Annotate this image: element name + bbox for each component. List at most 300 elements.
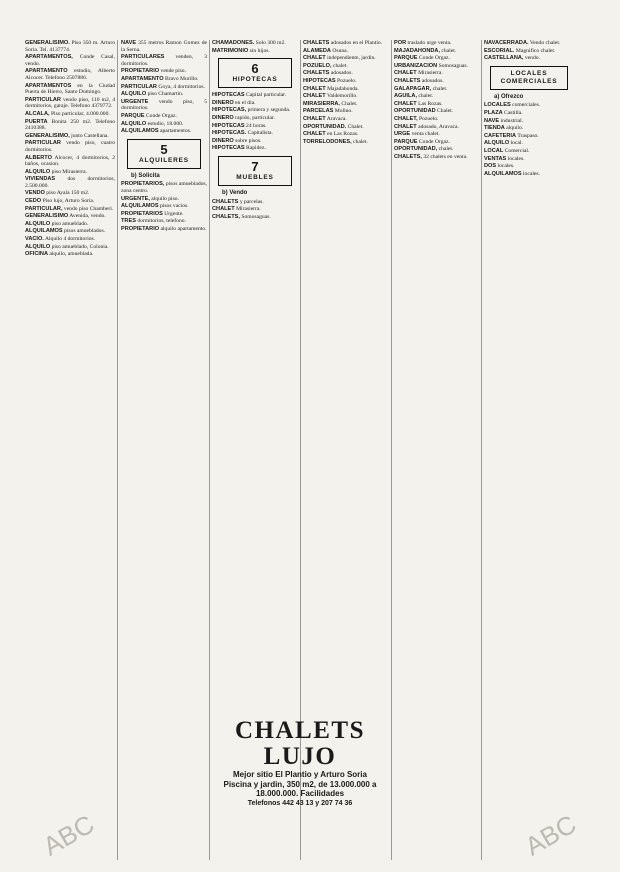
ad-body: en la Ciudad Puerta de Hierro, Santo Domingo. <box>25 82 115 96</box>
classified-ad <box>303 131 389 138</box>
classified-ad <box>394 101 479 108</box>
classified-ad <box>25 111 115 118</box>
ad-column-6 <box>484 40 574 860</box>
classified-ad <box>121 121 207 128</box>
ad-heading: APARTAMENTO <box>121 75 164 82</box>
classified-ad <box>25 244 115 251</box>
ad-heading: PARTICULAR, <box>25 205 63 212</box>
section-header-hipotecas <box>218 58 292 88</box>
ad-body: Chalet. <box>339 100 358 107</box>
ad-body: vendo piso, 110 m2, 4 dormitorios, garaje. Telefono 4379772. <box>25 96 115 110</box>
ad-body: Conde Orgaz. <box>417 55 450 62</box>
classified-ad <box>394 146 479 153</box>
ad-body: alquilo piso. <box>149 195 179 202</box>
ad-body: Capitalista. <box>246 130 273 137</box>
classified-ad <box>484 118 574 125</box>
ad-heading: MAJADAHONDA, <box>394 47 440 54</box>
ad-body: alquilo. <box>504 125 524 132</box>
classified-ad <box>484 110 574 117</box>
ad-body: Valdemorillo. <box>325 93 358 100</box>
ad-body: Bravo Murillo. <box>163 75 199 82</box>
classified-ad <box>121 226 207 233</box>
classified-ad <box>25 198 115 205</box>
ad-body: Conde Casal, vendo. <box>25 54 115 67</box>
ad-body: Osuna. <box>330 47 349 54</box>
classified-ad <box>394 131 479 138</box>
ad-body: piso Ayala 150 m2. <box>44 190 90 197</box>
classified-ad <box>303 63 389 70</box>
section-header-muebles <box>218 156 292 186</box>
ad-column-1 <box>25 40 115 860</box>
classified-ad <box>25 169 115 176</box>
classified-ad <box>303 40 389 47</box>
ad-body: adosados en el Plantio. <box>329 40 383 46</box>
ad-body: en el dia. <box>233 99 256 106</box>
classified-ad <box>121 91 207 98</box>
ad-heading: CHALET <box>303 85 326 92</box>
classified-ad <box>121 84 207 91</box>
ad-body: Mirasierra. <box>234 206 261 213</box>
ad-heading: ALQUILO <box>25 243 51 250</box>
ad-heading: HIPOTECAS <box>303 77 336 84</box>
section-label: LOCALES <box>510 69 548 77</box>
ad-heading: CHALETS <box>303 70 330 77</box>
ad-heading: DINERO <box>212 137 234 144</box>
ad-heading: HIPOTECAS <box>212 145 245 152</box>
ad-column-2 <box>121 40 207 860</box>
ad-body: chalet. <box>440 47 457 54</box>
classified-ad <box>303 116 389 123</box>
ad-heading: PARTICULAR <box>25 140 61 147</box>
classified-ad <box>484 140 574 147</box>
ad-body: Alquilo 4 dormitorios. <box>43 236 96 243</box>
ad-heading: CHALET <box>394 100 417 107</box>
ad-heading: GALAPAGAR, <box>394 85 432 92</box>
ad-heading: POZUELO, <box>303 62 332 69</box>
section-label: MUEBLES <box>236 173 274 181</box>
ad-body: chalet. <box>331 62 348 69</box>
classified-ad <box>25 140 115 153</box>
ad-body: dos dormitorios, 2.500.000. <box>25 176 115 189</box>
classified-ad <box>303 78 389 85</box>
ad-body: Urgente. <box>162 210 184 217</box>
ad-heading: CHALET <box>394 123 417 130</box>
ad-heading: TIENDA <box>484 125 505 132</box>
classified-ad <box>212 100 298 107</box>
ad-body: Vendo chalet. <box>528 40 561 46</box>
ad-heading: CHALETS <box>394 77 421 84</box>
ad-heading: OPORTUNIDAD, <box>394 146 438 153</box>
ad-heading: MATRIMONIO <box>212 47 249 54</box>
classified-ad <box>394 116 479 123</box>
classified-ad <box>394 55 479 62</box>
ad-body: industrial. <box>499 117 524 124</box>
classified-ad <box>25 190 115 197</box>
ad-body: Traspaso. <box>516 132 539 139</box>
ad-heading: ALQUILAMOS <box>121 203 159 210</box>
ad-body: chalet. <box>417 93 434 100</box>
ad-body: Majadahonda. <box>325 85 359 92</box>
ad-body: Molino. <box>333 108 353 115</box>
classified-ad <box>25 133 115 140</box>
chalets-lujo-banner <box>210 718 390 808</box>
ad-body: pisos amueblados, zona centro. <box>121 181 207 194</box>
ad-heading: DINERO <box>212 99 234 106</box>
classified-ad <box>484 156 574 163</box>
classified-ad <box>303 101 389 108</box>
ad-heading: CHALETS, <box>212 213 240 220</box>
classified-ad <box>484 40 574 47</box>
section-label: COMERCIALES <box>500 77 558 85</box>
classified-ad <box>25 119 115 132</box>
ad-body: Somosaguas. <box>437 62 468 69</box>
ad-body: chalet. <box>437 146 454 153</box>
classified-ad <box>25 83 115 96</box>
classified-ad <box>484 148 574 155</box>
classified-ad <box>121 181 207 194</box>
ad-body: Conde Orgaz. <box>144 112 177 119</box>
classified-ad <box>121 40 207 53</box>
ad-body: venden, 3 dormitorios. <box>121 54 207 67</box>
classified-ad <box>484 48 574 55</box>
classified-ad <box>484 133 574 140</box>
ad-body: Pozuelo. <box>335 77 357 84</box>
ad-body: local. <box>509 140 523 147</box>
ad-heading: ALQUILO <box>484 140 510 147</box>
classified-ad <box>394 78 479 85</box>
ad-body: Capital particular. <box>244 92 287 99</box>
classified-ad <box>25 213 115 220</box>
classified-ad <box>121 68 207 75</box>
ad-heading: OFICINA <box>25 251 48 258</box>
ad-heading: ALQUILAMOS <box>121 128 159 135</box>
ad-body: piso Chamartin. <box>146 91 184 98</box>
ad-heading: DOS <box>484 163 497 170</box>
classified-ad <box>303 55 389 62</box>
classified-ad <box>121 113 207 120</box>
ad-body: Castilla. <box>502 109 523 116</box>
ad-body: junto Castellana. <box>69 132 109 139</box>
classified-ad <box>212 107 298 114</box>
ad-body: Piso particular, 4.000.000. <box>49 110 110 117</box>
column-rule <box>391 40 392 860</box>
section-number: 7 <box>251 158 259 174</box>
classified-ad <box>121 203 207 210</box>
ad-body: locales. <box>496 163 515 170</box>
classified-ad <box>212 123 298 130</box>
ad-body: Chalet. <box>435 108 454 115</box>
classified-ad <box>212 214 298 221</box>
ad-heading: LOCAL <box>484 147 504 154</box>
classified-ad <box>212 92 298 99</box>
ad-heading: TORRELODONES, <box>303 138 352 145</box>
ad-body: Chalet. <box>346 123 364 130</box>
ad-body: vendo piso, 5 dormitorios. <box>121 98 207 112</box>
ad-heading: GENERALISIMO, <box>25 132 70 139</box>
classified-ad <box>212 138 298 145</box>
ad-body: comerciales. <box>510 102 541 109</box>
ad-body: piso Mirasierra. <box>50 168 87 175</box>
classified-ad <box>25 228 115 235</box>
classified-ad <box>394 154 479 161</box>
ad-heading: PLAZA <box>484 109 503 116</box>
ad-body: 355 metros Ramon Gomez de la Serna. <box>121 40 207 53</box>
ad-body: Mirasierra. <box>416 70 443 77</box>
ad-body: independiente, jardin. <box>325 55 376 62</box>
ad-body: Magnifico chalet. <box>514 47 556 54</box>
ad-heading: CHALETS <box>303 40 330 46</box>
ad-heading: PARQUE <box>394 55 418 62</box>
ad-body: y parcelas. <box>238 198 264 205</box>
ad-heading: CHALET <box>303 55 326 62</box>
classified-ad <box>25 68 115 81</box>
section-number: 5 <box>160 141 168 157</box>
ad-body: vendo. <box>523 55 540 62</box>
ad-column-4 <box>303 40 389 720</box>
ad-body: adosados. <box>329 70 353 77</box>
ad-heading: CHALET <box>394 70 417 77</box>
classified-ad <box>25 54 115 67</box>
ad-heading: ALQUILO <box>121 91 147 98</box>
ad-heading: OPORTUNIDAD. <box>303 123 347 130</box>
ad-heading: HIPOTECAS, <box>212 107 247 114</box>
classified-ad <box>394 139 479 146</box>
ad-heading: CHALETS, <box>394 153 422 160</box>
classified-ad <box>212 130 298 137</box>
section-subhead: b) Solicita <box>131 172 160 179</box>
classified-ad <box>25 155 115 168</box>
ad-heading: PARTICULARES <box>121 54 165 61</box>
ad-body: primera y segunda. <box>246 107 291 114</box>
ad-body: venta chalet. <box>410 131 440 138</box>
ad-heading: CHALET <box>303 115 326 122</box>
classified-ad <box>394 63 479 70</box>
column-rule <box>117 40 118 860</box>
section-label: HIPOTECAS <box>232 76 278 84</box>
ad-body: Pozuelo. <box>417 115 439 122</box>
ad-heading: POR <box>394 40 407 46</box>
column-rule <box>481 40 482 860</box>
ad-body: adosado, Aravaca. <box>416 123 459 130</box>
section-label: ALQUILERES <box>139 156 189 164</box>
section-subhead: a) Ofrezco <box>494 93 524 100</box>
ad-body: Comercial. <box>503 147 530 154</box>
abc-watermark: ABC <box>37 808 100 862</box>
ad-body: sin hijos. <box>248 47 270 54</box>
ad-heading: CHALET <box>303 93 326 100</box>
ad-heading: APARTAMENTOS <box>25 82 72 89</box>
classified-ad <box>484 125 574 132</box>
ad-body: Las Rozas. <box>416 100 443 107</box>
ad-heading: NAVE <box>121 40 137 46</box>
banner-line-2: Piscina y jardin, 350 m2, de 13.000.000 a 18.000.000. Facilidades <box>223 779 377 798</box>
ad-body: alquilo, amueblada. <box>48 251 94 258</box>
ad-heading: APARTAMENTO <box>25 68 68 75</box>
classified-ad <box>394 48 479 55</box>
banner-phones: Telefonos 442 43 13 y 207 74 36 <box>247 799 353 807</box>
banner-line-1: Mejor sitio El Plantio y Arturo Soria <box>233 770 367 779</box>
classified-ad <box>394 124 479 131</box>
ad-heading: GENERALISIMO <box>25 213 69 220</box>
ad-heading: NAVACERRADA. <box>484 40 529 46</box>
classified-ad <box>394 86 479 93</box>
classified-ad <box>484 171 574 178</box>
ad-body: pisos vacios. <box>158 203 189 210</box>
ad-body: 24 horas. <box>244 122 267 129</box>
ad-body: dormitorios, telefono. <box>135 218 186 225</box>
ad-body: piso amueblado, Colonia. <box>50 243 109 250</box>
ad-heading: HIPOTECAS <box>212 122 245 129</box>
ad-body: Piso 350 m. Arturo Soria. Tel. 4137774. <box>25 40 115 53</box>
ad-body: Bonita 250 m2. Telefono 2410388. <box>25 118 115 132</box>
ad-heading: PROPIETARIO <box>121 68 160 75</box>
ad-heading: APARTAMENTOS, <box>25 54 73 61</box>
ad-heading: PARTICULAR <box>25 96 61 103</box>
ad-heading: PUERTA <box>25 118 48 125</box>
ad-heading: ALQUILO <box>25 220 51 227</box>
classified-ad <box>121 218 207 225</box>
ad-body: 32 chalets en venta. <box>421 153 468 160</box>
ad-heading: CHALET <box>303 131 326 138</box>
classified-ad <box>303 86 389 93</box>
classified-ad <box>394 93 479 100</box>
ad-heading: LOCALES <box>484 102 511 109</box>
classified-ad <box>303 48 389 55</box>
ad-body: alquilo apartamento. <box>159 225 207 232</box>
ad-heading: PARQUE <box>121 112 145 119</box>
classified-ad <box>25 40 115 53</box>
classified-ad <box>394 40 479 47</box>
ad-heading: URGENTE <box>121 98 149 105</box>
classified-ad <box>121 211 207 218</box>
ad-body: locales. <box>521 170 540 177</box>
ad-heading: ESCORIAL. <box>484 47 515 54</box>
ad-body: Alcocer, 4 dormitorios, 2 baños, ocasion. <box>25 154 115 168</box>
classified-ad <box>212 48 298 55</box>
ad-heading: VIVIENDAS <box>25 176 56 183</box>
classified-ad <box>121 76 207 83</box>
ad-body: estudio, 18.000. <box>146 120 184 127</box>
section-header-locales <box>490 66 568 90</box>
ad-heading: CHALET, <box>394 115 418 122</box>
ad-heading: CHALETS <box>212 198 239 205</box>
classified-ad <box>303 108 389 115</box>
classified-ad <box>25 97 115 110</box>
ad-body: chalet. <box>351 138 368 145</box>
ad-heading: TRES <box>121 218 136 225</box>
ad-body: apartamentos. <box>158 128 192 135</box>
classified-ad <box>394 108 479 115</box>
classified-ad <box>303 124 389 131</box>
classified-ad <box>25 236 115 243</box>
ad-heading: NAVE <box>484 117 500 124</box>
ad-body: Avenida, vendo. <box>68 213 106 220</box>
section-number: 6 <box>251 61 259 77</box>
section-header-alquileres <box>127 139 201 169</box>
ad-body: vende piso. <box>159 68 187 75</box>
section-subhead: b) Vendo <box>222 189 248 196</box>
classified-ad <box>25 206 115 213</box>
ad-body: traslado urge venta. <box>406 40 452 46</box>
ad-heading: AGUILA, <box>394 93 417 100</box>
ad-heading: ALQUILO <box>121 120 147 127</box>
ad-heading: PARCELAS <box>303 108 334 115</box>
ad-body: adosados. <box>420 77 444 84</box>
ad-heading: URGE <box>394 131 411 138</box>
ad-heading: DINERO <box>212 114 234 121</box>
ad-body: vendo piso Chamberi. <box>62 205 114 212</box>
ad-heading: CAFETERIA <box>484 132 517 139</box>
ad-heading: MIRASIERRA, <box>303 100 340 107</box>
classified-ad <box>303 139 389 146</box>
ad-heading: ALQUILO <box>25 168 51 175</box>
classified-ad <box>121 128 207 135</box>
ad-body: sobre pisos. <box>233 137 262 144</box>
classified-ad <box>121 99 207 112</box>
classified-ad <box>484 55 574 62</box>
classified-ad <box>121 196 207 203</box>
ad-heading: HIPOTECAS. <box>212 130 247 137</box>
classified-ad <box>212 206 298 213</box>
banner-title: CHALETS LUJO <box>235 717 365 770</box>
ad-body: rapido, particular. <box>233 114 275 121</box>
ad-body: Conde Orgaz. <box>417 138 450 145</box>
ad-column-3 <box>212 40 298 720</box>
classified-ad <box>303 93 389 100</box>
classified-ad <box>212 115 298 122</box>
ad-heading: ALAMEDA <box>303 47 331 54</box>
ad-body: Piso lujo, Arturo Soria. <box>41 198 95 205</box>
ad-column-5 <box>394 40 479 860</box>
classified-ad <box>484 163 574 170</box>
ad-heading: URGENTE, <box>121 195 150 202</box>
abc-watermark: ABC <box>519 808 582 862</box>
ad-heading: ALQUILAMOS <box>484 170 522 177</box>
ad-heading: PARQUE <box>394 138 418 145</box>
classified-ad <box>394 70 479 77</box>
ad-body: Goya, 4 dormitorios. <box>156 83 205 90</box>
ad-heading: VENDO <box>25 190 45 197</box>
ad-heading: GENERALISIMO. <box>25 40 70 46</box>
ad-heading: PROPIETARIOS, <box>121 181 165 188</box>
ad-body: pisos amueblados. <box>62 228 106 235</box>
ad-heading: CHAMADONES. <box>212 40 255 46</box>
ad-heading: HIPOTECAS <box>212 92 245 99</box>
classified-ad <box>212 199 298 206</box>
ad-heading: PROPIETARIO <box>121 225 160 232</box>
classified-ad <box>303 70 389 77</box>
ad-body: chalet. <box>431 85 448 92</box>
ad-body: vendo piso, cuatro dormitorios. <box>25 140 115 153</box>
ad-heading: VACIO. <box>25 236 44 243</box>
ad-heading: ALBERTO <box>25 154 52 161</box>
ad-heading: OPORTUNIDAD <box>394 108 436 115</box>
ad-body: Somosaguas. <box>239 213 271 220</box>
ad-heading: CASTELLANA, <box>484 55 524 62</box>
ad-body: Solo 300 m2. <box>254 40 286 46</box>
classified-ad <box>484 102 574 109</box>
ad-heading: ALQUILAMOS <box>25 228 63 235</box>
ad-heading: URBANIZACION <box>394 62 438 69</box>
classified-ad <box>25 176 115 189</box>
ad-heading: PARTICULAR <box>121 83 157 90</box>
classified-ad <box>25 221 115 228</box>
ad-heading: VENTAS <box>484 155 507 162</box>
ad-body: Rapidez. <box>244 145 266 152</box>
ad-body: Aravaca. <box>325 115 347 122</box>
ad-body: estudio, Alberto Alcocer. Telefono 2507886. <box>25 68 115 81</box>
ad-body: piso amueblado. <box>50 220 89 227</box>
